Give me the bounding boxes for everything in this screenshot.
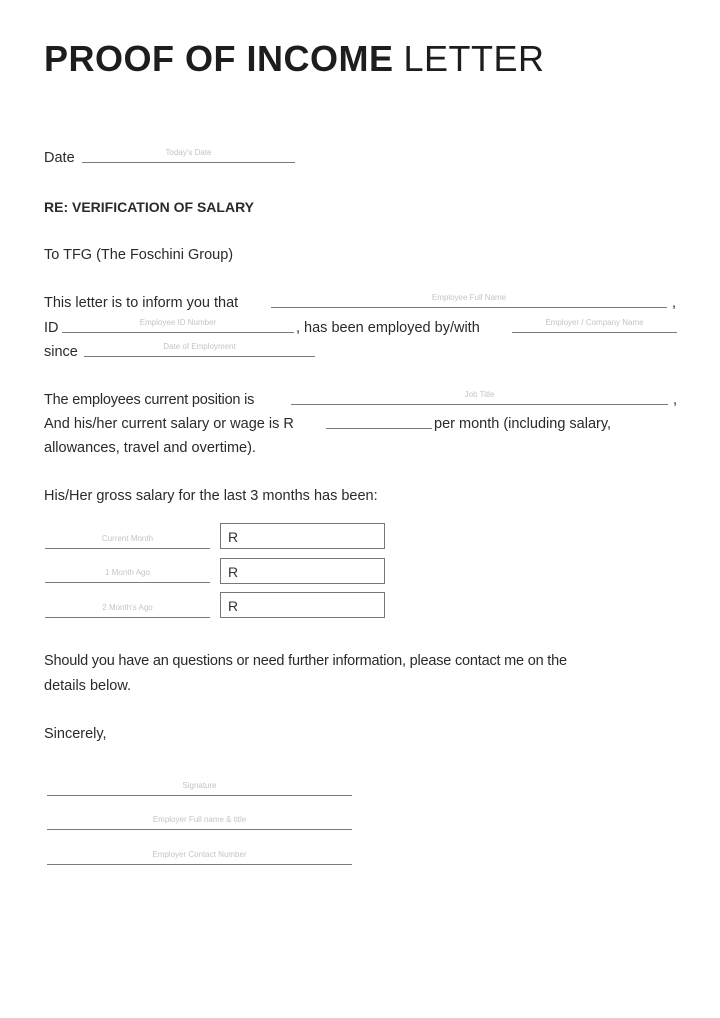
date-label: Date bbox=[44, 150, 75, 166]
date-field[interactable]: Today's Date bbox=[82, 148, 295, 163]
allowances-text: allowances, travel and overtime). bbox=[44, 440, 256, 456]
page-title bbox=[44, 38, 545, 80]
name-comma: , bbox=[672, 295, 677, 311]
employment-date-field[interactable]: Date of Employment bbox=[84, 342, 315, 357]
employer-contact-field[interactable]: Employer Contact Number bbox=[47, 850, 352, 865]
salary-text: And his/her current salary or wage is R bbox=[44, 416, 294, 432]
title-bold: PROOF OF INCOME bbox=[44, 38, 394, 79]
id-label: ID bbox=[44, 320, 59, 336]
amount-input-current[interactable]: R bbox=[220, 523, 385, 549]
inform-text: This letter is to inform you that bbox=[44, 295, 239, 311]
job-title-field[interactable]: Job Title bbox=[291, 390, 668, 405]
contact-line-2: details below. bbox=[44, 678, 132, 694]
employee-id-field[interactable]: Employee ID Number bbox=[62, 318, 294, 333]
per-month-text: per month (including salary, bbox=[434, 416, 612, 432]
title-light: LETTER bbox=[403, 38, 545, 79]
month-label-1-ago: 1 Month Ago bbox=[45, 568, 210, 583]
employee-name-field[interactable]: Employee Full Name bbox=[271, 293, 667, 308]
salary-field[interactable] bbox=[326, 414, 432, 429]
gross-heading: His/Her gross salary for the last 3 months has been: bbox=[44, 488, 378, 504]
employer-name-field[interactable]: Employer Full name & title bbox=[47, 815, 352, 830]
signature-field[interactable]: Signature bbox=[47, 781, 352, 796]
company-name-field[interactable]: Employer / Company Name bbox=[512, 318, 677, 333]
to-line: To TFG (The Foschini Group) bbox=[44, 247, 234, 263]
month-label-2-ago: 2 Month's Ago bbox=[45, 603, 210, 618]
re-line: RE: VERIFICATION OF SALARY bbox=[44, 199, 254, 215]
since-label: since bbox=[44, 344, 78, 360]
position-text: The employees current position is bbox=[44, 392, 255, 408]
contact-line-1: Should you have an questions or need further information, please contact me on the bbox=[44, 653, 567, 669]
amount-input-2-ago[interactable]: R bbox=[220, 592, 385, 618]
closing: Sincerely, bbox=[44, 726, 107, 742]
amount-input-1-ago[interactable]: R bbox=[220, 558, 385, 584]
month-label-current: Current Month bbox=[45, 534, 210, 549]
job-comma: , bbox=[673, 392, 678, 408]
employed-text: , has been employed by/with bbox=[296, 320, 480, 336]
